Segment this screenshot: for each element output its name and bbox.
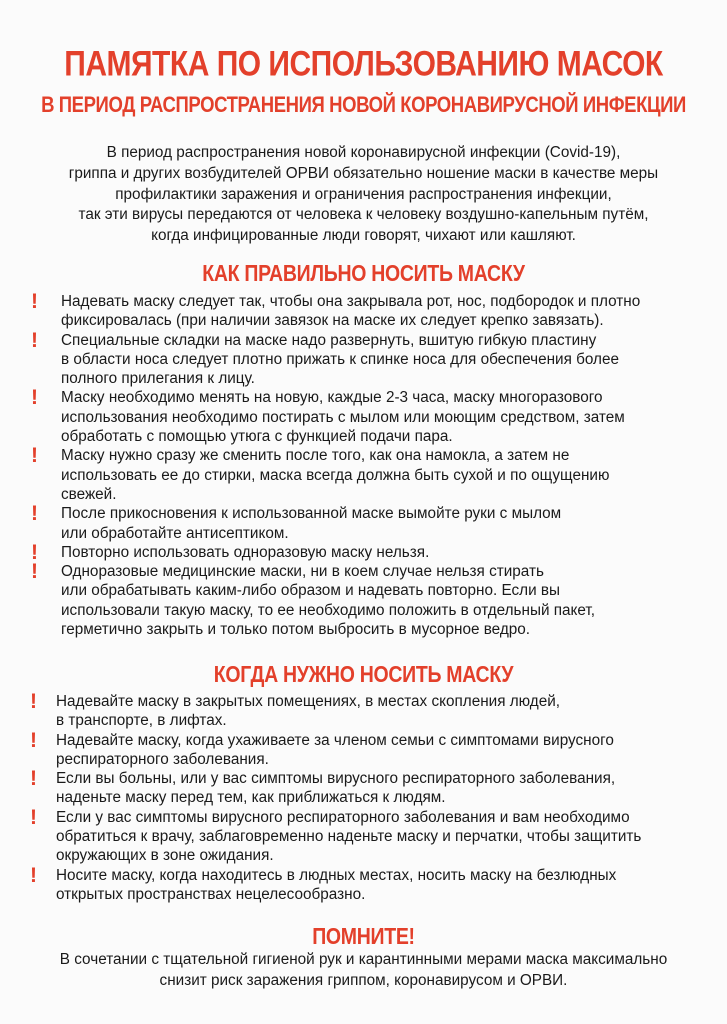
intro-line: когда инфицированные люди говорят, чихают или кашляют. (151, 227, 576, 245)
exclamation-icon: ! (31, 444, 38, 468)
list-item-text: или обработайте антисептиком. (61, 524, 289, 542)
list-item-text: в транспорте, в лифтах. (56, 712, 227, 730)
exclamation-icon: ! (30, 728, 37, 752)
list-item-text: После прикосновения к использованной маске вымойте руки с мылом (61, 505, 562, 523)
page-title: ПАМЯТКА ПО ИСПОЛЬЗОВАНИЮ МАСОК (64, 44, 663, 84)
list-item (31, 502, 640, 543)
intro-line: В период распространения новой коронавирусной инфекции (Covid-19), (106, 144, 621, 161)
list-item-text: полного прилегания к лицу. (61, 370, 255, 388)
list-item-text: обработать с помощью утюга с функцией подачи пара. (61, 428, 453, 446)
exclamation-icon: ! (30, 690, 37, 713)
list-item-text: Надевайте маску, когда ухаживаете за членом семьи с симптомами вирусного (56, 731, 614, 749)
list-item-text: Специальные складки на маске надо развернуть, вшитую гибкую пластину (61, 331, 597, 349)
list-item-text: свежей. (61, 485, 117, 503)
list-item-text: Маску необходимо менять на новую, каждые 2-3 часа, маску многоразового (61, 389, 603, 407)
list-item (30, 767, 641, 808)
page-subtitle: В ПЕРИОД РАСПРОСТРАНЕНИЯ НОВОЙ КОРОНАВИРУСНОЙ ИНФЕКЦИИ (41, 92, 686, 117)
exclamation-icon: ! (30, 863, 37, 887)
list-item-text: Если вы больны, или у вас симптомы вирусного респираторного заболевания, (56, 770, 616, 788)
list-item-text: открытых пространствах нецелесообразно. (56, 885, 366, 903)
list-item (30, 728, 641, 770)
list-item (30, 805, 642, 866)
list-item-text: Надевайте маску в закрытых помещениях, в местах скопления людей, (56, 693, 561, 710)
list-item (31, 386, 640, 446)
list-item-text: использовать ее до стирки, маска всегда должна быть сухой и по ощущению (61, 466, 610, 484)
exclamation-icon: ! (31, 560, 38, 584)
exclamation-icon: ! (31, 328, 38, 352)
remember-line: В сочетании с тщательной гигиеной рук и карантинными мерами маска максимально (59, 951, 668, 968)
list-item (30, 863, 641, 905)
list-item-text: окружающих в зоне ожидания. (56, 847, 274, 865)
list-item-text: использования необходимо постирать с мылом или моющим средством, затем (61, 408, 625, 426)
section-heading-remember: ПОМНИТЕ! (312, 923, 415, 950)
list-item-text: Надевать маску следует так, чтобы она закрывала рот, нос, подбородок и плотно (61, 293, 641, 310)
list-item-text: наденьте маску перед тем, как приближаться к людям. (56, 789, 446, 807)
list-item (31, 328, 640, 389)
when-to-wear-list (30, 690, 642, 904)
exclamation-icon: ! (31, 540, 38, 564)
list-item-text: Носите маску, когда находитесь в людных местах, носить маску на безлюдных (56, 866, 617, 884)
remember-line: снизит риск заражения гриппом, коронавирусом и ОРВИ. (159, 972, 568, 989)
remember-paragraph (0, 949, 727, 991)
exclamation-icon: ! (31, 290, 38, 313)
list-item-text: респираторного заболевания. (56, 750, 269, 768)
intro-line: профилактики заражения и ограничения распространения инфекции, (115, 185, 612, 203)
list-item (31, 444, 640, 504)
exclamation-icon: ! (30, 767, 37, 791)
list-item (30, 690, 641, 731)
intro-paragraph (20, 143, 707, 247)
list-item (31, 290, 641, 331)
list-item-text: Маску нужно сразу же сменить после того, как она намокла, а затем не (61, 447, 570, 465)
intro-line: так эти вирусы передаются от человека к человеку воздушно-капельным путём, (78, 206, 649, 224)
list-item-text: или обрабатывать каким-либо образом и надевать повторно. Если вы (61, 582, 561, 600)
list-item-text: Если у вас симптомы вирусного респираторного заболевания и вам необходимо (56, 808, 630, 826)
exclamation-icon: ! (31, 386, 38, 410)
list-item-text: в области носа следует плотно прижать к спинке носа для обеспечения более (61, 350, 619, 368)
how-to-wear-list (31, 290, 641, 639)
list-item-text: обратиться к врачу, заблаговременно наденьте маску и перчатки, чтобы защитить (56, 828, 642, 846)
list-item-text: Повторно использовать одноразовую маску нельзя. (61, 543, 430, 561)
list-item-text: фиксировалась (при наличии завязок на маске их следует крепко завязать). (61, 312, 604, 330)
list-item (31, 560, 640, 639)
section-heading-how-to-wear: КАК ПРАВИЛЬНО НОСИТЬ МАСКУ (202, 260, 525, 287)
intro-line: гриппа и других возбудителей ОРВИ обязательно ношение маски в качестве меры (68, 164, 659, 182)
list-item (31, 540, 640, 564)
exclamation-icon: ! (30, 805, 37, 829)
list-item-text: Одноразовые медицинские маски, ни в коем случае нельзя стирать (61, 563, 544, 581)
list-item-text: герметично закрыть и только потом выбросить в мусорное ведро. (61, 621, 531, 639)
exclamation-icon: ! (31, 502, 38, 526)
list-item-text: использовали такую маску, то ее необходимо положить в отдельный пакет, (61, 601, 595, 619)
section-heading-when-to-wear: КОГДА НУЖНО НОСИТЬ МАСКУ (213, 661, 514, 688)
